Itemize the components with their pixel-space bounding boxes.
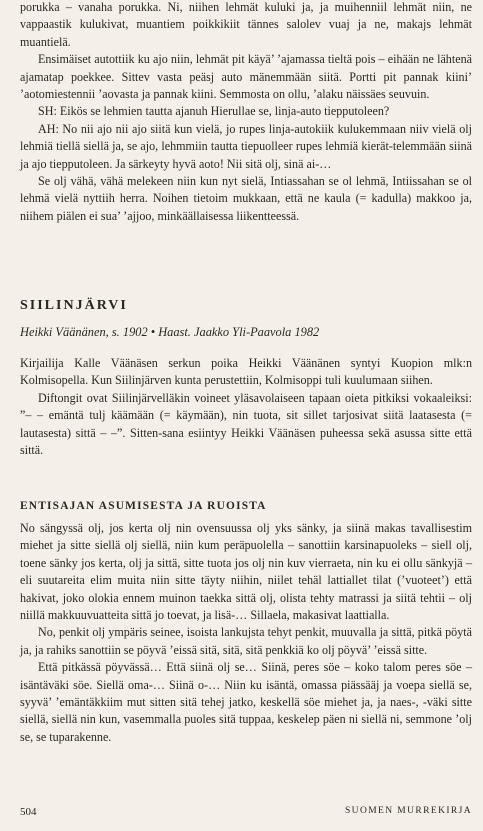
paragraph-ah-answer: AH: No nii ajo nii ajo siitä kun vielä, jo rupes linja-autokiik kulukemmaan niiv vielä olj lehmiä tiellä siellä ja, se ajo, lehmmiin tautta tiepuolleer rupes lehmiä kierät-telemmään siinä ja ajo tiepputoleen. Ja särkeyty hyvä aoto! Nii sitä olj, sinä ai-… [20,121,472,171]
intro-paragraph-1: Kirjailija Kalle Väänäsen serkun poika Heikki Väänänen syntyi Kuopion mlk:n Kolmisopella. Kun Siilinjärven kunta perustettiin, Kolmisoppi tuli kuulumaan siihen. [20,356,472,388]
paragraph-sh-question: SH: Eikös se lehmien tautta ajanuh Hierullae se, linja-auto tiepputoleen? [38,104,390,119]
section-title: SIILINJÄRVI [20,298,128,313]
running-title: SUOMEN MURREKIRJA [345,806,472,816]
paragraph-first-cars: Ensimäiset autottiik ku ajo niin, lehmät pit käyä’ ’ajamassa tieltä pois – eihään ne lähtenä ajamatap poekkee. Sittev vasta peäsj auto mänemmään siitä. Portti pit pannak kiini’ ’aotomiestennii ’aovasta ja pannak kiini. Semmosta on ollu, ’alaku näissäes seuvuin. [20,52,472,102]
section-byline-block [20,324,472,341]
transcript-paragraph-benches: No, penkit olj ympäris seinee, isoista lankujsta tehyt penkit, muuvalla ja sittä, pitkä pöytä ja, ja rahiks sanottiin se pöyvä ’eissä sitä, sitä, sitä penkkiä ko olj pöyvä’ ’eissä sitte. [20,625,472,657]
continued-text [20,0,472,225]
section-siilinjarvi [20,297,472,314]
paragraph-india-comparison: Se olj vähä, vähä melekeen niin kun nyt sielä, Intiassahan se ol lehmä, Intiissahan se ol lehmä vielä nyttiih herra. Noihen tietoim mukkaan, että ne kaula (= kadulla) makkoo ja, niihem piälen ei sua’ ’ajjoo, minkäällaisessa liikentteessä. [20,174,472,223]
subsection-heading: ENTISAJAN ASUMISESTA JA RUOISTA [20,500,267,512]
transcript-text [20,520,472,746]
intro-text [20,355,472,459]
paragraph-cows-roads: porukka – vanaha porukka. Ni, niihen lehmät kuluki ja, ja muihenniil lehmät niin, ne vappaastik kulukivat, muantiem poikkikiit tännes salolev vuaj ja ne, makajs lehmät muantielä. [20,0,472,49]
intro-paragraph-2: Diftongit ovat Siilinjärvelläkin voineet yläsavolaiseen tapaan oieta pitkiksi vokaaleiksi: ”– – emäntä tulj käämään (= käymään), nin tuota, sit sillet tarjosivat siitä laatasesta (= lautasesta) sittä – –”. Sitten-sana esiintyy Heikki Väänäsen puheessa sekä asussa sitte että sittä. [20,390,472,458]
transcript-paragraph-beds: No sängyssä olj, jos kerta olj nin ovensuussa olj yks sänky, ja siinä makas tavallisestim miehet ja sitte siellä olj siellä, niin kum peräpuolella – sanottiin karsinapuoleks – siell olj, toene sänky jos kerta, olj ja sittä, sitte tuota jos olj nin kuv vierraeta, nin ku ei ollu sänkyjä – eli suutareita elim muita niin sitte täyty niihin, niilet tehäl lattiallet tilat (’vuoteet’) että hakivat, joko olokia ennem muinon taekka sittä olj, olista tehty matrassi ja siitä tehtii – olj niillä makkuuvuatteita sittä jo toevat, ja lisä-… Sillaela, makasivat laattialla. [20,521,472,623]
page-number: 504 [20,806,37,818]
speaker-byline: Heikki Väänänen, s. 1902 • Haast. Jaakko Yli-Paavola 1982 [20,325,320,339]
subsection-heading-block [20,498,472,515]
transcript-paragraph-table: Että pitkässä pöyvässä… Että siinä olj se… Siinä, peres söe – koko talom peres söe – isäntäväki söe. Siellä oma-… Siinä o-… Niin ku isäntä, omassa piässääj ja voepa siellä se, syyvä’ ’emäntäkkiim mut sitten sitä tehej jatko, keskellä söe miehet ja, ja naes-, -väki sitte siellä, siellä nin kun, vasemmalla puoles sitä tuppaa, keskelep päen ni siellä ni, semmone ’olj se, se tuparakenne. [20,660,472,744]
